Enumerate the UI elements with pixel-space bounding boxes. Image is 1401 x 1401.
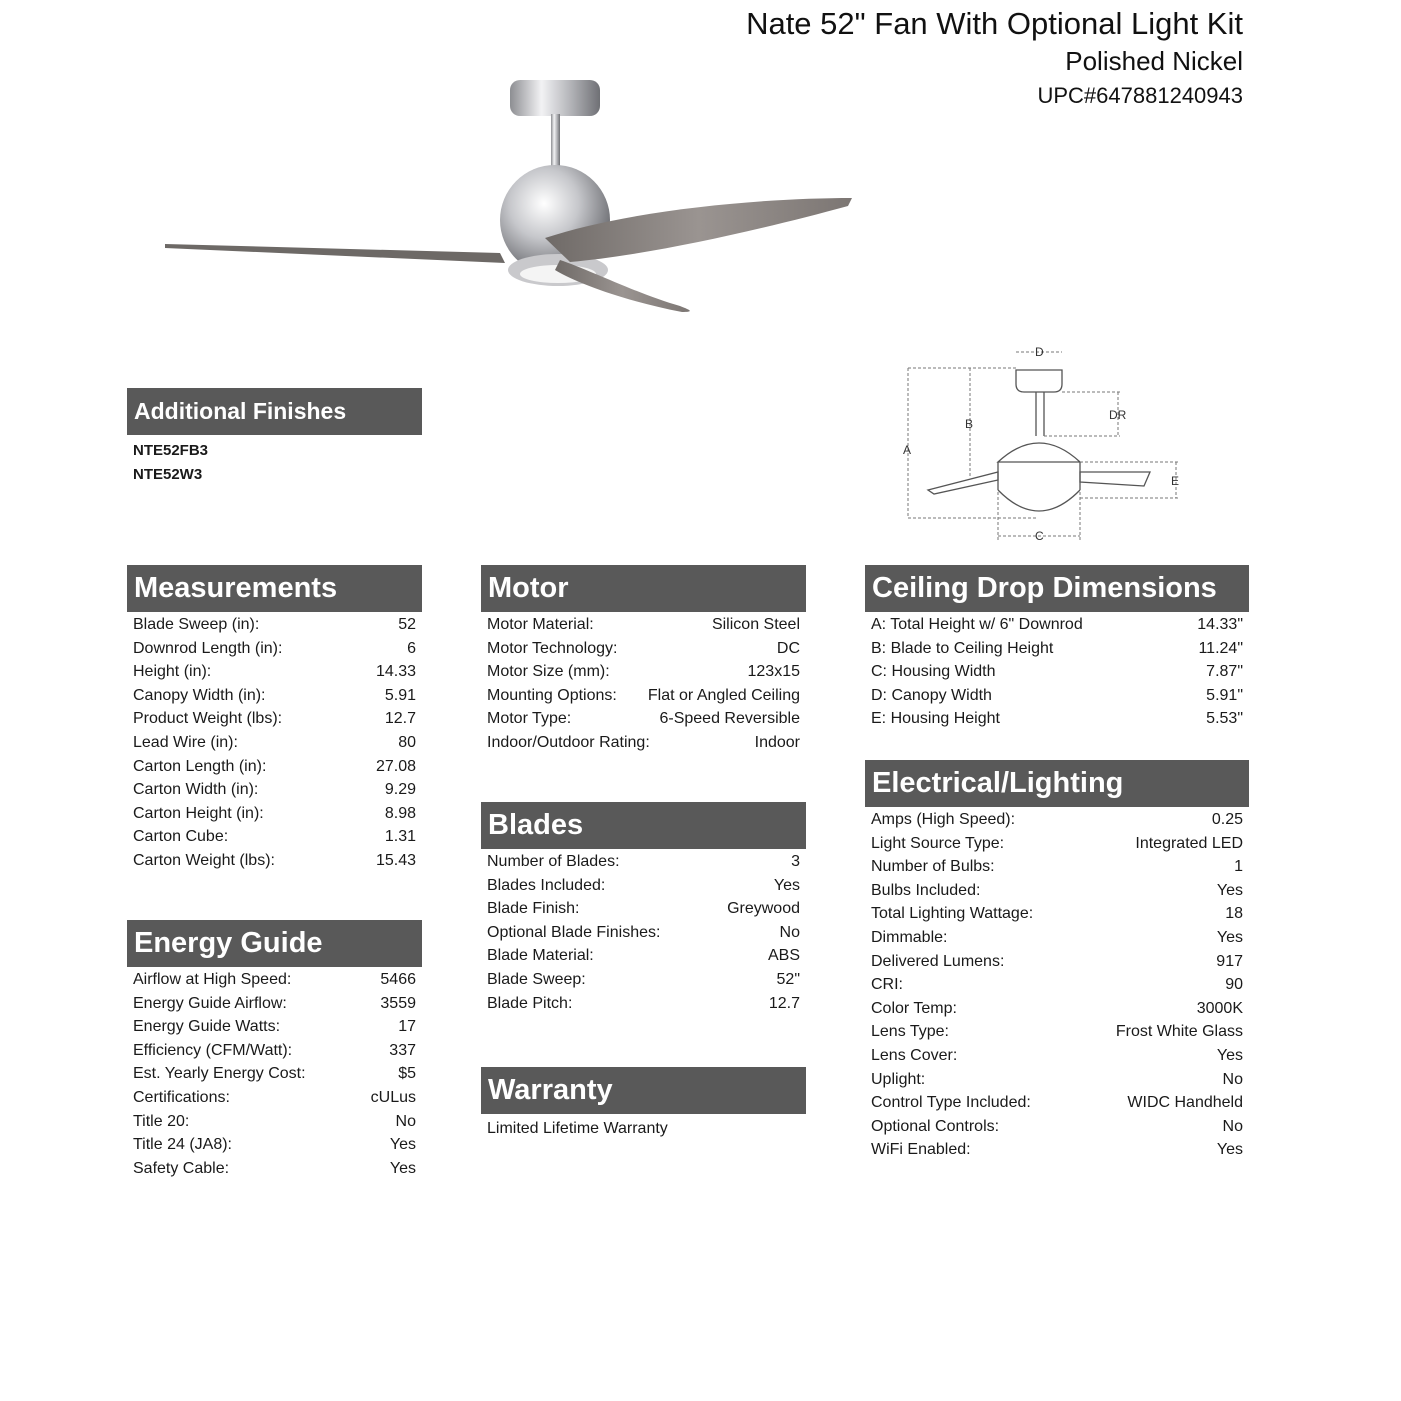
spec-value: WIDC Handheld <box>1127 1094 1243 1112</box>
spec-label: Title 24 (JA8): <box>133 1136 232 1154</box>
spec-value: Yes <box>1216 1141 1243 1159</box>
spec-label: A: Total Height w/ 6" Downrod <box>871 616 1083 633</box>
spec-row <box>133 707 416 731</box>
spec-label: Downrod Length (in): <box>133 639 283 657</box>
ceiling-drop-section <box>865 565 1249 731</box>
spec-label: Lens Cover: <box>871 1046 958 1064</box>
spec-label: Blade Pitch: <box>487 994 573 1012</box>
spec-value: 12.7 <box>384 710 416 728</box>
spec-label: B: Blade to Ceiling Height <box>871 639 1054 657</box>
spec-row <box>487 707 800 731</box>
spec-label: Carton Length (in): <box>133 757 267 775</box>
spec-value: 3 <box>791 853 800 870</box>
spec-label: Carton Cube: <box>133 828 229 846</box>
spec-value: Yes <box>1216 1046 1243 1064</box>
spec-value: 3000K <box>1196 999 1243 1017</box>
spec-row <box>871 613 1243 637</box>
spec-label: Bulbs Included: <box>871 881 981 899</box>
product-upc: UPC#647881240943 <box>1037 83 1243 108</box>
spec-label: Mounting Options: <box>487 686 617 704</box>
spec-row <box>487 660 800 684</box>
spec-value: 5.91 <box>384 686 416 704</box>
spec-value: DC <box>776 639 800 657</box>
section-header: Measurements <box>127 565 422 612</box>
section-header: Motor <box>481 565 806 612</box>
fan-product-image <box>160 70 860 330</box>
spec-value: Yes <box>389 1136 416 1154</box>
electrical-lighting-section <box>865 760 1249 1162</box>
spec-row <box>133 1039 416 1063</box>
spec-value: Frost White Glass <box>1115 1023 1243 1041</box>
motor-section <box>481 565 806 755</box>
product-finish: Polished Nickel <box>1065 46 1243 76</box>
section-header: Ceiling Drop Dimensions <box>865 565 1249 612</box>
spec-row <box>871 973 1243 997</box>
spec-label: Optional Blade Finishes: <box>487 923 661 941</box>
spec-row <box>871 1115 1243 1139</box>
spec-label: Uplight: <box>871 1070 926 1088</box>
spec-row <box>871 832 1243 856</box>
diagram-label-dr: DR <box>1109 408 1127 422</box>
spec-label: Blade Sweep (in): <box>133 616 260 633</box>
spec-value: 90 <box>1225 976 1243 994</box>
spec-row <box>487 921 800 945</box>
spec-label: Height (in): <box>133 663 212 681</box>
spec-row <box>487 850 800 874</box>
spec-value: Integrated LED <box>1135 834 1243 852</box>
spec-row <box>133 802 416 826</box>
spec-value: ABS <box>767 947 800 965</box>
spec-value: Indoor <box>754 733 800 751</box>
spec-row <box>487 637 800 661</box>
spec-row <box>133 613 416 637</box>
spec-row <box>871 808 1243 832</box>
spec-value: Silicon Steel <box>711 616 800 633</box>
spec-value: 917 <box>1216 952 1243 970</box>
spec-value: $5 <box>398 1065 416 1083</box>
spec-row <box>133 660 416 684</box>
fan-canopy <box>510 80 600 116</box>
spec-row <box>133 755 416 779</box>
spec-value: 14.33" <box>1197 616 1243 633</box>
spec-label: Canopy Width (in): <box>133 686 266 704</box>
spec-row <box>871 855 1243 879</box>
spec-row <box>133 849 416 873</box>
spec-row <box>487 944 800 968</box>
spec-label: Light Source Type: <box>871 834 1005 852</box>
spec-row <box>133 968 416 992</box>
spec-row <box>871 902 1243 926</box>
section-header: Blades <box>481 802 806 849</box>
spec-row <box>871 684 1243 708</box>
spec-value: 9.29 <box>384 781 416 799</box>
energy-guide-section <box>127 920 422 1180</box>
spec-row <box>871 997 1243 1021</box>
diagram-label-e: E <box>1171 474 1180 488</box>
spec-value: Yes <box>773 876 800 894</box>
spec-value: Flat or Angled Ceiling <box>647 686 800 704</box>
spec-label: WiFi Enabled: <box>871 1141 971 1159</box>
spec-label: Energy Guide Airflow: <box>133 994 287 1012</box>
spec-row <box>133 731 416 755</box>
spec-value: 18 <box>1225 905 1243 923</box>
spec-label: Blades Included: <box>487 876 606 894</box>
warranty-text: Limited Lifetime Warranty <box>487 1120 668 1137</box>
spec-row <box>133 1062 416 1086</box>
spec-label: Control Type Included: <box>871 1094 1031 1112</box>
spec-label: Optional Controls: <box>871 1117 1000 1135</box>
spec-label: Indoor/Outdoor Rating: <box>487 733 650 751</box>
spec-row <box>133 992 416 1016</box>
spec-row <box>871 1138 1243 1162</box>
spec-row <box>871 950 1243 974</box>
spec-row <box>487 684 800 708</box>
spec-label: Airflow at High Speed: <box>133 971 292 988</box>
spec-row <box>133 1086 416 1110</box>
spec-label: Dimmable: <box>871 928 948 946</box>
spec-value: Yes <box>1216 881 1243 899</box>
spec-value: 5.53" <box>1206 710 1243 728</box>
spec-row <box>487 992 800 1016</box>
spec-row <box>871 1020 1243 1044</box>
spec-value: 6-Speed Reversible <box>659 710 800 728</box>
spec-value: No <box>1222 1070 1243 1088</box>
spec-row <box>133 684 416 708</box>
spec-value: 11.24" <box>1198 639 1243 657</box>
spec-label: Carton Weight (lbs): <box>133 851 275 869</box>
additional-finishes-section <box>127 388 422 487</box>
spec-label: Color Temp: <box>871 999 957 1017</box>
spec-label: Number of Blades: <box>487 853 620 870</box>
spec-row <box>871 660 1243 684</box>
spec-row <box>133 1157 416 1181</box>
spec-row <box>871 707 1243 731</box>
spec-value: 3559 <box>380 994 416 1012</box>
spec-label: Title 20: <box>133 1112 190 1130</box>
spec-row <box>133 1110 416 1134</box>
spec-label: D: Canopy Width <box>871 686 992 704</box>
spec-label: Blade Material: <box>487 947 594 965</box>
spec-value: 1 <box>1234 858 1243 876</box>
spec-row <box>871 1068 1243 1092</box>
spec-value: 5.91" <box>1206 686 1243 704</box>
spec-value: No <box>395 1112 416 1130</box>
spec-label: Motor Technology: <box>487 639 618 657</box>
spec-row <box>487 897 800 921</box>
spec-label: Motor Type: <box>487 710 572 728</box>
spec-row <box>871 926 1243 950</box>
spec-label: Total Lighting Wattage: <box>871 905 1034 923</box>
spec-value: Yes <box>1216 928 1243 946</box>
spec-row <box>871 1044 1243 1068</box>
fan-blade-left <box>165 244 505 263</box>
spec-value: 1.31 <box>384 828 416 846</box>
section-header: Additional Finishes <box>127 388 422 435</box>
spec-label: CRI: <box>871 976 903 994</box>
section-header: Energy Guide <box>127 920 422 967</box>
spec-row <box>487 968 800 992</box>
spec-value: 0.25 <box>1211 811 1243 828</box>
spec-value: 5466 <box>380 971 416 988</box>
spec-label: Est. Yearly Energy Cost: <box>133 1065 306 1083</box>
spec-value: No <box>779 923 800 941</box>
spec-label: E: Housing Height <box>871 710 1000 728</box>
spec-row <box>487 613 800 637</box>
spec-label: Safety Cable: <box>133 1159 230 1177</box>
spec-label: Motor Size (mm): <box>487 663 610 681</box>
diagram-label-a: A <box>903 443 912 457</box>
spec-row <box>871 637 1243 661</box>
spec-row <box>133 1133 416 1157</box>
finish-item: NTE52FB3 <box>133 442 209 459</box>
spec-row <box>487 874 800 898</box>
spec-label: Carton Width (in): <box>133 781 259 799</box>
spec-label: Certifications: <box>133 1088 230 1106</box>
spec-label: Lens Type: <box>871 1023 949 1041</box>
spec-value: 123x15 <box>747 663 800 681</box>
product-title: Nate 52" Fan With Optional Light Kit <box>746 6 1243 41</box>
blades-section <box>481 802 806 1015</box>
spec-value: Yes <box>389 1159 416 1177</box>
spec-value: 14.33 <box>375 663 416 681</box>
spec-row <box>133 825 416 849</box>
spec-row <box>871 879 1243 903</box>
spec-value: cULus <box>370 1088 416 1106</box>
section-header: Warranty <box>481 1067 806 1114</box>
spec-value: 7.87" <box>1206 663 1243 681</box>
diagram-label-c: C <box>1035 529 1044 543</box>
spec-label: Amps (High Speed): <box>871 811 1016 828</box>
diagram-label-b: B <box>965 417 974 431</box>
spec-value: 27.08 <box>375 757 416 775</box>
spec-value: 52 <box>398 616 416 633</box>
spec-label: Delivered Lumens: <box>871 952 1005 970</box>
spec-label: Product Weight (lbs): <box>133 710 283 728</box>
finish-item: NTE52W3 <box>133 466 203 483</box>
spec-row <box>487 731 800 755</box>
spec-value: 8.98 <box>384 804 416 822</box>
spec-row <box>133 637 416 661</box>
spec-label: Carton Height (in): <box>133 804 264 822</box>
spec-row <box>133 1015 416 1039</box>
spec-value: 15.43 <box>375 851 416 869</box>
dimension-diagram <box>898 342 1188 547</box>
spec-value: Greywood <box>727 900 800 918</box>
spec-label: C: Housing Width <box>871 663 996 681</box>
spec-value: 6 <box>407 639 416 657</box>
spec-value: 17 <box>398 1018 416 1036</box>
spec-row <box>133 778 416 802</box>
spec-row <box>871 1091 1243 1115</box>
spec-value: No <box>1222 1117 1243 1135</box>
spec-value: 337 <box>389 1041 416 1059</box>
spec-label: Energy Guide Watts: <box>133 1018 281 1036</box>
section-header: Electrical/Lighting <box>865 760 1249 807</box>
spec-value: 80 <box>398 733 416 751</box>
spec-label: Blade Finish: <box>487 900 580 918</box>
warranty-section <box>481 1067 806 1140</box>
spec-label: Efficiency (CFM/Watt): <box>133 1041 293 1059</box>
measurements-section <box>127 565 422 873</box>
diagram-label-d: D <box>1035 345 1044 359</box>
spec-label: Lead Wire (in): <box>133 733 238 751</box>
spec-value: 12.7 <box>768 994 800 1012</box>
fan-blade-front <box>555 260 690 312</box>
spec-label: Motor Material: <box>487 616 594 633</box>
spec-label: Blade Sweep: <box>487 970 586 988</box>
spec-label: Number of Bulbs: <box>871 858 995 876</box>
spec-value: 52" <box>776 970 800 988</box>
